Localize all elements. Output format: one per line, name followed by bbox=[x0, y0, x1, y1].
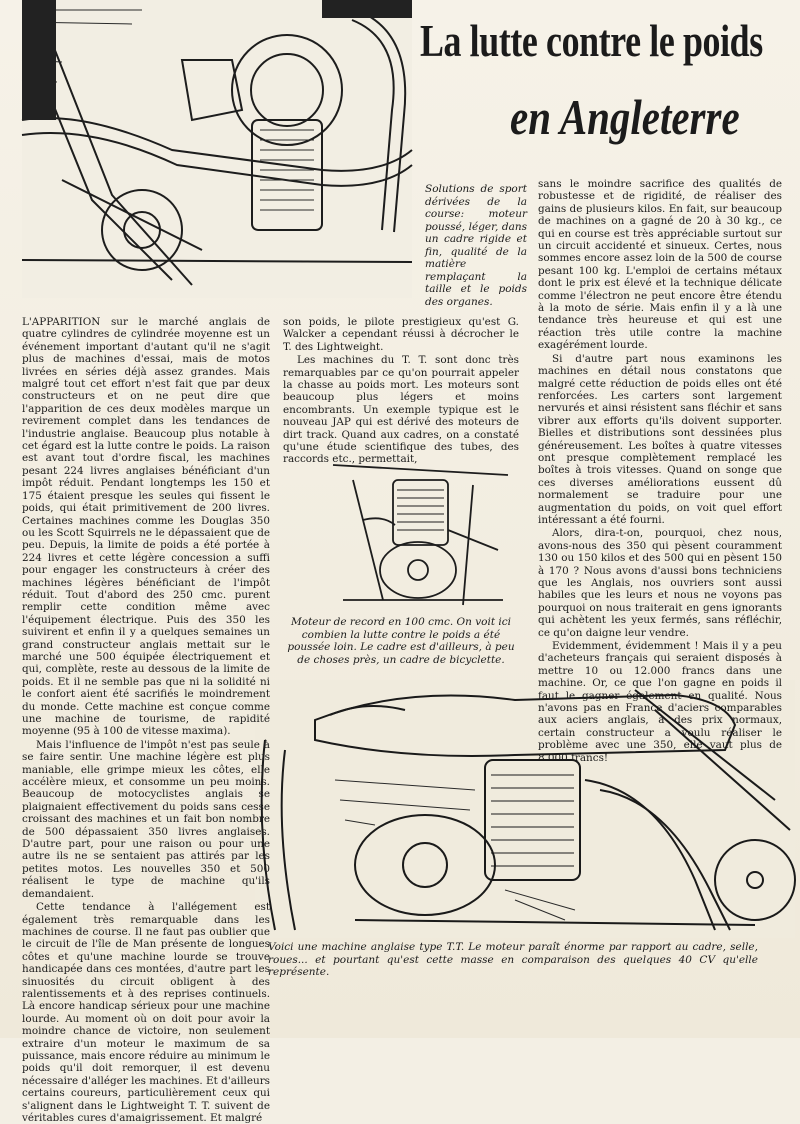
article-column-1 bbox=[22, 316, 270, 1124]
paragraph: Evidemment, évidemment ! Mais il y a peu d'acheteurs français qui seraient disposés à mettre 10 ou 12.000 francs dans une machine. Or, ce que l'on gagne en poids il faut le gagner également en qualité. Nous n'avons pas en France d'aciers comparables aux aciers anglais, à des prix normaux, certain constructeur a voulu réaliser le problème avec une 350, elle vaut plus de 8.000 francs! bbox=[538, 640, 782, 764]
caption-top: Solutions de sport dérivées de la course: moteur poussé, léger, dans un cadre rigide et fin, qualité de la matière remplaçant la taille et le poids des organes. bbox=[425, 183, 527, 308]
paragraph: Si d'autre part nous examinons les machines en détail nous constatons que malgré cette réduction de poids elles ont été renforcées. Les carters sont largement nervurés et ainsi résistent sans fléchir et sans vibrer aux efforts qu'ils doivent supporter. Bielles et distributions sont dessinées plus généreusement. Les boîtes à quatre vitesses ont presque complètement remplacé les boîtes à trois vitesses. Quand on songe que ces diverses améliorations eussent dû normalement se traduire pour une augmentation du poids, on voit quel effort intéressant a été fourni. bbox=[538, 352, 782, 526]
paragraph: Alors, dira-t-on, pourquoi, chez nous, avons-nous des 350 qui pèsent couramment 130 ou 150 kilos et des 500 qui en pèsent 150 à 170 ? Nous avons d'aussi bons techniciens que les Anglais, nos ouvriers sont aussi habiles que les leurs et nous ne voyons pas pourquoi on nous traiterait en gens ignorants qui achètent les yeux fermés, sans réfléchir, ce qu'on daigne leur vendre. bbox=[538, 527, 782, 639]
paragraph: sans le moindre sacrifice des qualités de robustesse et de rigidité, de réaliser des gains de plusieurs kilos. En fait, sur beaucoup de machines on a gagné de 20 à 30 kg., ce qui en course est très appréciable surtout sur un circuit accidenté et sinueux. Certes, nous sommes encore assez loin de la 500 de course pesant 100 kg. L'emploi de certains métaux dont le prix est élevé et la technique délicate comme l'électron ne peut encore être étendu à la moto de série. Mais enfin il y a là une tendance très heureuse et qui est une réaction très utile contre la machine exagérément lourde. bbox=[538, 178, 782, 352]
paragraph: Les machines du T. T. sont donc très remarquables par ce qu'on pourrait appeler la chasse au poids mort. Les moteurs sont beaucoup plus légers et moins encombrants. Un exemple typique est le nouveau JAP qui est dérivé des moteurs de dirt track. Quand aux cadres, on a constaté qu'une étude scientifique des tubes, des raccords etc., permettait, bbox=[283, 354, 519, 466]
record-engine-icon bbox=[323, 450, 518, 615]
engine-drawing-icon bbox=[22, 0, 412, 298]
paragraph: Mais l'influence de l'impôt n'est pas seule à se faire sentir. Une machine légère est plus maniable, elle grimpe mieux les côtes, elle accélère mieux, et consomme un peu moins. Beaucoup de motocyclistes anglais se plaignaient effectivement du poids sans cesse croissant des machines et un fait bon nombre de 500 dépassaient 350 livres anglaises. D'autre part, pour une raison ou pour une autre ils ne se sentaient pas attirés par les petites motos. Les nouvelles 350 et 500 réalisent le type de machine qu'ils demandaient. bbox=[22, 738, 270, 900]
headline-subtitle: en Angleterre bbox=[510, 89, 740, 145]
headline: La lutte contre le poids bbox=[420, 15, 763, 66]
paragraph: Cette tendance à l'allégement est également très remarquable dans les machines de course. Il ne faut pas oublier que le circuit de l'île de Man présente de longues côtes et qu'une machine lourde se trouve handicapée dans ces montées, d'autre part les sinuosités du circuit obligent à des ralentissements et à des reprises continuels. Là encore handicap sérieux pour une machine lourde. Au moment où on doit pour avoir la moindre chance de victoire, non seulement extraire d'un moteur le maximum de sa puissance, mais encore réduire au minimum le poids qu'il doit remorquer, il est devenu nécessaire d'alléger les machines. Et d'ailleurs certains coureurs, particulièrement ceux qui s'alignent dans le Lightweight T. T. suivent de véritables cures d'amaigrissement. Et malgré bbox=[22, 901, 270, 1124]
paragraph: L'APPARITION sur le marché anglais de quatre cylindres de cylindrée moyenne est un événement important d'autant qu'il ne s'agit plus de machines d'essai, mais de motos livrées en séries déjà assez grandes. Mais malgré tout cet effort n'est fait que par deux constructeurs et on ne peut dire que l'apparition de ces deux modèles marque un revirement complet dans les tendances de l'industrie anglaise. Beaucoup plus notable à cet égard est la lutte contre le poids. La raison est avant tout d'ordre fiscal, les machines pesant 224 livres anglaises bénéficiant d'un impôt réduit. Pendant longtemps les 150 et 175 étaient presque les seules qui fissent le poids, qui était primitivement de 200 livres. Certaines machines comme les Douglas 350 ou les Scott Squirrels ne le dépassaient que de peu. Depuis, la limite de poids a été portée à 224 livres et cette légère concession a suffi pour engager les constructeurs à créer des machines légères bénéficiant de l'impôt réduit. Tout d'abord des 250 cmc. purent remplir cette condition même avec l'équipement électrique. Puis des 350 les suivirent et enfin il y a quelques semaines un grand constructeur anglais mettait sur le marché une 500 équipée électriquement et qui, complète, reste au dessous de la limite de poids. Et il ne semble pas que ni la solidité ni le confort aient été sacrifiés le moindrement du monde. Cette machine est conçue comme une machine de tourisme, de rapidité moyenne (95 à 100 de vitesse maxima). bbox=[22, 316, 270, 738]
article-column-2 bbox=[283, 316, 519, 466]
article-column-3 bbox=[538, 178, 782, 764]
paragraph: son poids, le pilote prestigieux qu'est G. Walcker a cependant réussi à décrocher le T. des Lightweight. bbox=[283, 316, 519, 353]
caption-bottom: Voici une machine anglaise type T.T. Le moteur paraît énorme par rapport au cadre, selle, roues... et pourtant qu'est cette masse en comparaison des quelques 40 CV qu'elle représente. bbox=[268, 941, 758, 978]
caption-middle: Moteur de record en 100 cmc. On voit ici combien la lutte contre le poids a été poussée loin. Le cadre est d'ailleurs, à peu de choses près, un cadre de bicyclette. bbox=[287, 616, 515, 666]
